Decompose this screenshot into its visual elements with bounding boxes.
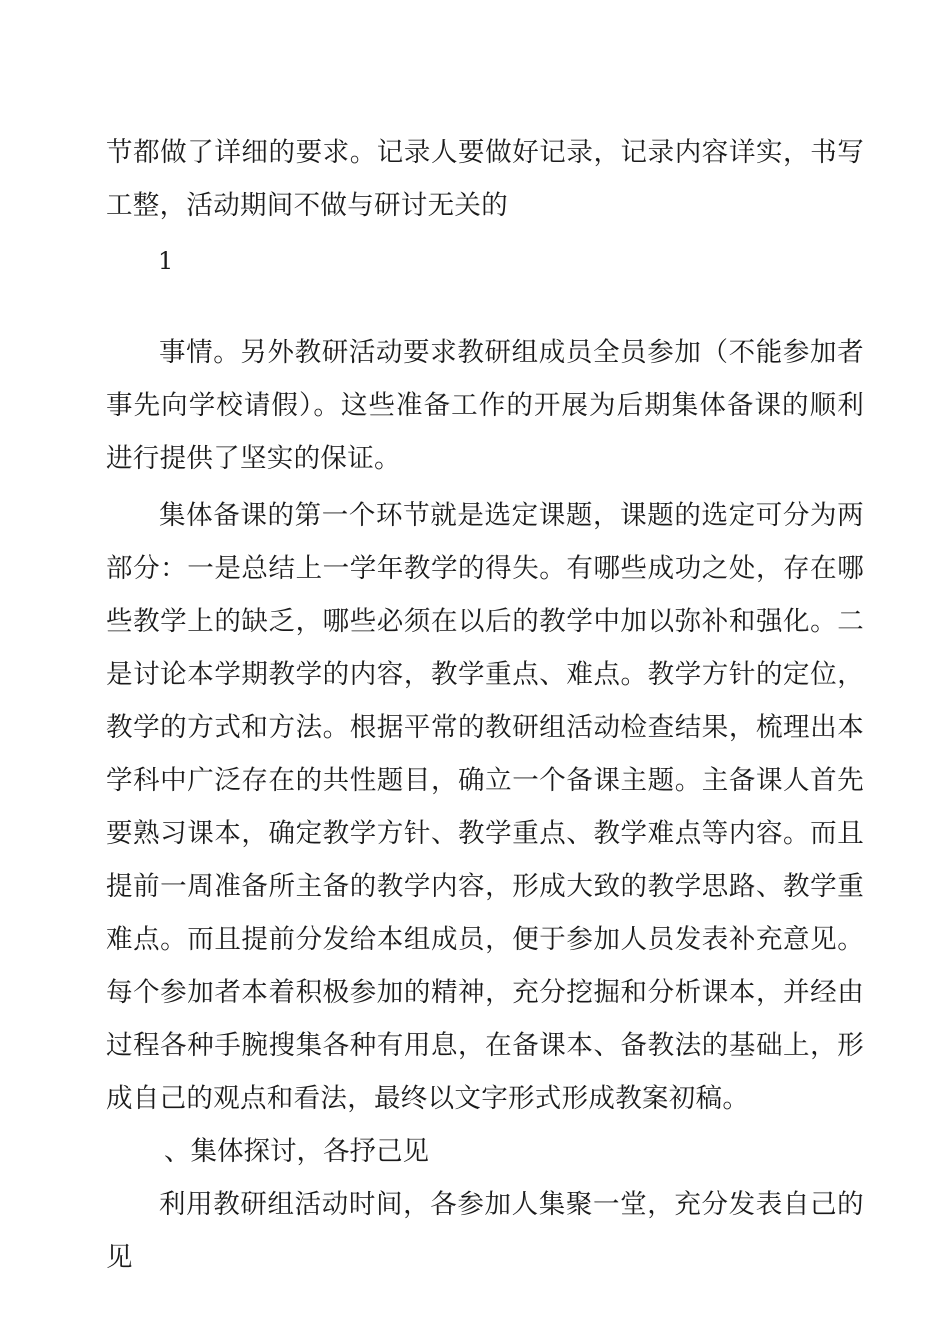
page-number: 1 — [158, 247, 174, 275]
section-heading: 、集体探讨，各抒己见 — [164, 1136, 429, 1167]
paragraph-preparation: 事情。另外教研活动要求教研组成员全员参加（不能参加者事先向学校请假）。这些准备工作的开展为后期集体备课的顺利进行提供了坚实的保证。 — [106, 337, 864, 474]
document-page — [106, 126, 864, 1284]
paragraph-continuation: 节都做了详细的要求。记录人要做好记录，记录内容详实，书写工整，活动期间不做与研讨无关的 — [106, 137, 864, 221]
paragraph-discussion: 利用教研组活动时间，各参加人集聚一堂，充分发表自己的见 — [106, 1189, 864, 1273]
paragraph-topic-selection: 集体备课的第一个环节就是选定课题，课题的选定可分为两部分：一是总结上一学年教学的得失。有哪些成功之处，存在哪些教学上的缺乏，哪些必须在以后的教学中加以弥补和强化。二是讨论本学期教学的内容，教学重点、难点。教学方针的定位，教学的方式和方法。根据平常的教研组活动检查结果，梳理出本学科中广泛存在的共性题目，确立一个备课主题。主备课人首先要熟习课本，确定教学方针、教学重点、教学难点等内容。而且提前一周准备所主备的教学内容，形成大致的教学思路、教学重难点。而且提前分发给本组成员，便于参加人员发表补充意见。每个参加者本着积极参加的精神，充分挖掘和分析课本，并经由过程各种手腕搜集各种有用息，在备课本、备教法的基础上，形成自己的观点和看法，最终以文字形式形成教案初稿。 — [106, 500, 864, 1114]
